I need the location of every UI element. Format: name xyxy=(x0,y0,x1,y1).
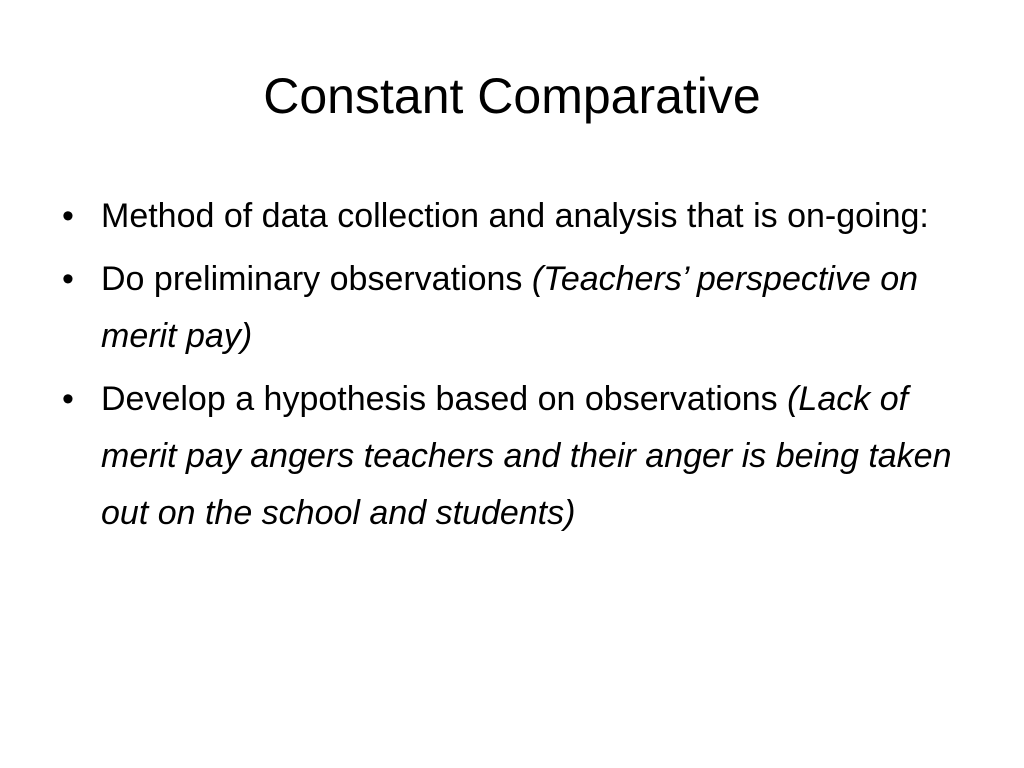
bullet-text: Do preliminary observations xyxy=(101,260,532,298)
bullet-note: (Teachers’ perspective on merit pay) xyxy=(101,260,919,355)
bullet-icon: • xyxy=(62,260,74,298)
bullet-item-1 xyxy=(58,188,958,245)
bullet-text: Develop a hypothesis based on observations xyxy=(101,380,788,418)
bullet-icon: • xyxy=(62,380,74,418)
bullet-list xyxy=(58,188,958,548)
slide-title: Constant Comparative xyxy=(263,68,761,124)
bullet-note: (Lack of merit pay angers teachers and their anger is being taken out on the school and students) xyxy=(101,380,952,532)
bullet-item-2 xyxy=(58,251,958,365)
bullet-text: Method of data collection and analysis that is on-going: xyxy=(101,197,929,235)
bullet-item-3 xyxy=(58,371,958,542)
bullet-icon: • xyxy=(62,197,74,235)
